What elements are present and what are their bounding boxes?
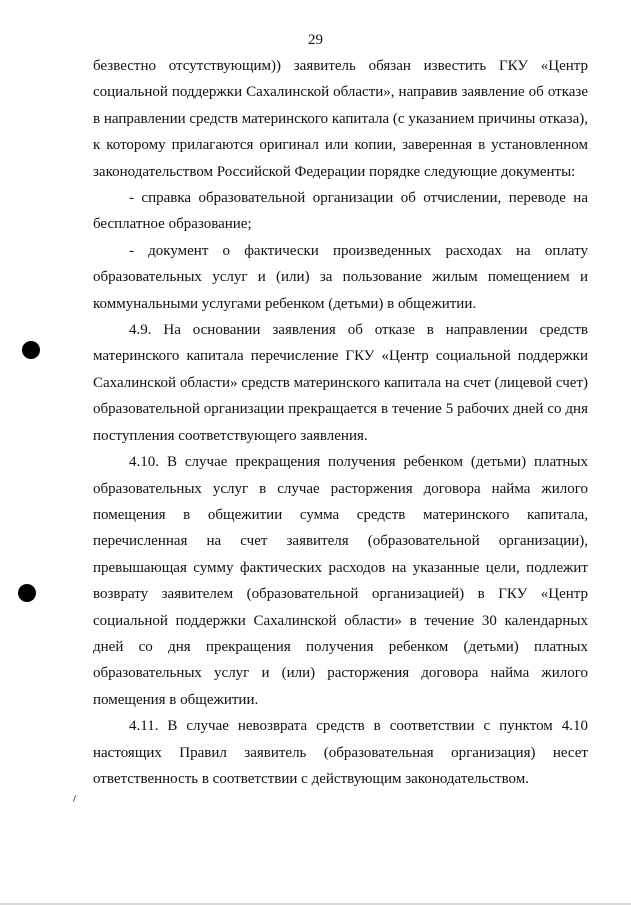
paragraph-continuation: безвестно отсутствующим)) заявитель обязан известить ГКУ «Центр социальной поддержки Сахалинской области», направив заявление об отказе в направлении средств материнского капитала (с указанием причины отказа), к которому прилагаются оригинал или копии, заверенная в установленном законодательством Российской Федерации порядке следующие документы: — [93, 58, 588, 180]
punch-hole-bottom — [18, 584, 36, 602]
punch-hole-top — [22, 341, 40, 359]
page-number: 29 — [308, 32, 323, 48]
scan-artifact-mark — [73, 795, 76, 802]
list-item-certificate: - справка образовательной организации об отчислении, переводе на бесплатное образование; — [93, 190, 588, 233]
paragraph-4-10: 4.10. В случае прекращения получения ребенком (детьми) платных образовательных услуг в случае расторжения договора найма жилого помещения в общежитии сумма средств материнского капитала, перечисленная на счет заявителя (образовательной организации), превышающая сумму фактических расходов на указанные цели, подлежит возврату заявителем (образовательной организацией) в ГКУ «Центр социальной поддержки Сахалинской области» в течение 30 календарных дней со дня прекращения получения ребенком (детьми) платных образовательных услуг и (или) расторжения договора найма жилого помещения в общежитии. — [93, 454, 588, 708]
list-item-expense-document: - документ о фактически произведенных расходах на оплату образовательных услуг и (или) за пользование жилым помещением и коммунальными услугами ребенком (детьми) в общежитии. — [93, 242, 588, 312]
paragraph-4-9: 4.9. На основании заявления об отказе в направлении средств материнского капитала перечисление ГКУ «Центр социальной поддержки Сахалинской области» средств материнского капитала на счет (лицевой счет) образовательной организации прекращается в течение 5 рабочих дней со дня поступления соответствующего заявления. — [93, 322, 588, 444]
document-body — [93, 53, 588, 792]
paragraph-4-11: 4.11. В случае невозврата средств в соответствии с пунктом 4.10 настоящих Правил заявитель (образовательная организация) несет ответственность в соответствии с действующим законодательством. — [93, 718, 588, 787]
